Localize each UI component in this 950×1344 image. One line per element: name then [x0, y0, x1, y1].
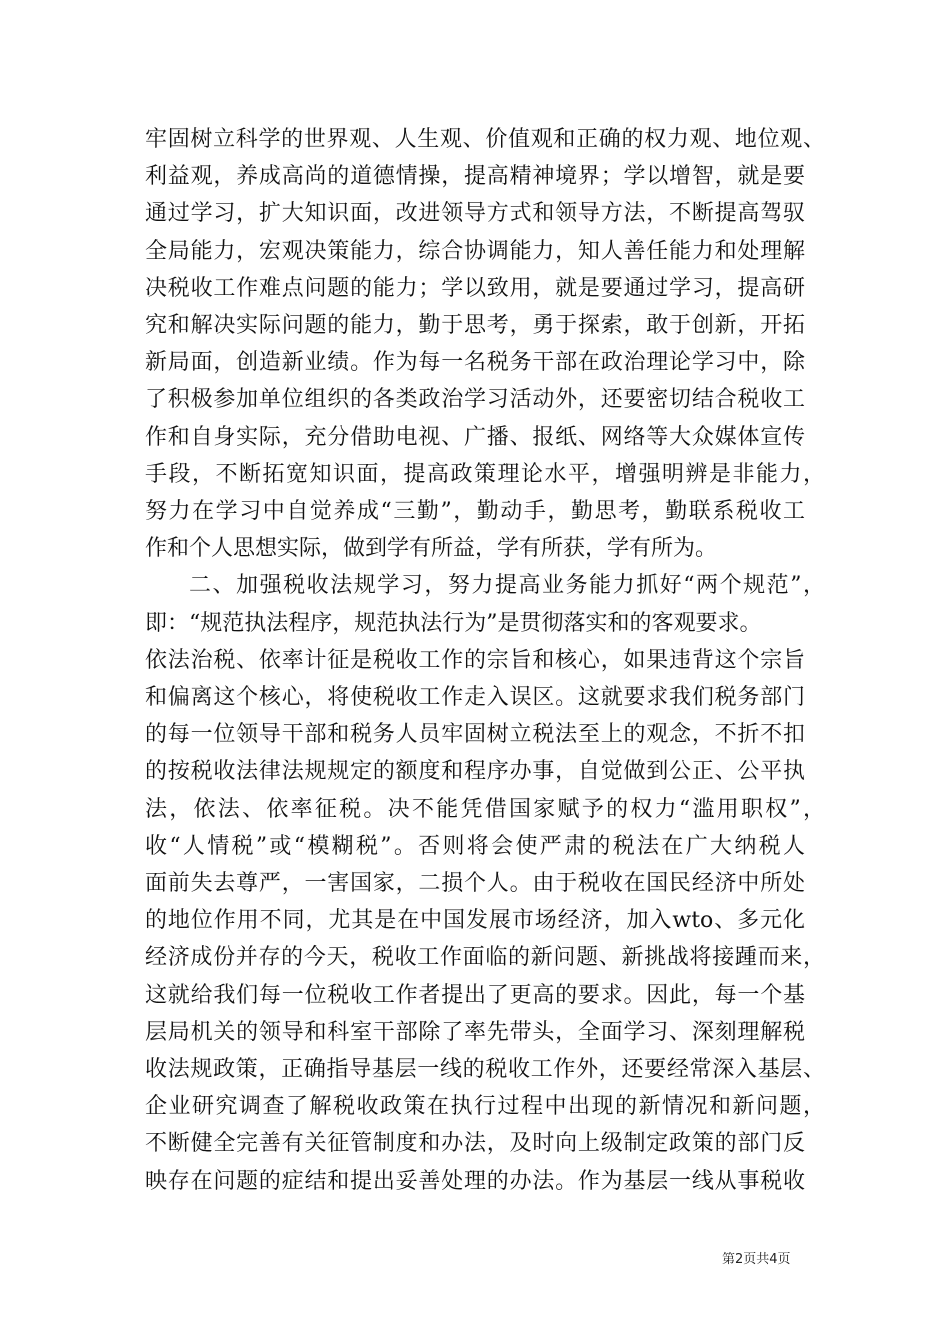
- text-line: 即：“规范执法程序，规范执法行为”是贯彻落实和的客观要求。: [145, 610, 762, 636]
- text-line: 决税收工作难点问题的能力；学以致用，就是要通过学习，提高研: [145, 275, 805, 301]
- text-line: 的按税收法律法规规定的额度和程序办事，自觉做到公正、公平执: [145, 759, 805, 785]
- section-heading-line: 二、加强税收法规学习，努力提高业务能力抓好“两个规范”，: [189, 573, 825, 599]
- text-line: 利益观，养成高尚的道德情操，提高精神境界；学以增智，就是要: [145, 164, 805, 190]
- text-line: 法，依法、依率征税。决不能凭借国家赋予的权力“滥用职权”，: [145, 796, 825, 822]
- text-line: 企业研究调查了解税收政策在执行过程中出现的新情况和新问题，: [145, 1094, 825, 1120]
- text-line: 经济成份并存的今天，税收工作面临的新问题、新挑战将接踵而来，: [145, 945, 825, 971]
- text-line: 牢固树立科学的世界观、人生观、价值观和正确的权力观、地位观、: [145, 127, 825, 152]
- text-line: 层局机关的领导和科室干部除了率先带头，全面学习、深刻理解税: [145, 1019, 805, 1045]
- text-line: 新局面，创造新业绩。作为每一名税务干部在政治理论学习中，除: [145, 350, 805, 376]
- text-line: 究和解决实际问题的能力，勤于思考，勇于探索，敢于创新，开拓: [145, 313, 805, 338]
- text-line: 作和自身实际，充分借助电视、广播、报纸、网络等大众媒体宣传: [145, 424, 805, 450]
- text-line: 的地位作用不同，尤其是在中国发展市场经济，加入wto、多元化: [145, 908, 805, 934]
- text-line: 努力在学习中自觉养成“三勤”，勤动手，勤思考，勤联系税收工: [145, 499, 805, 524]
- text-line: 作和个人思想实际，做到学有所益，学有所获，学有所为。: [145, 536, 718, 562]
- page-number: 第2页共4页: [722, 1252, 791, 1267]
- text-line: 不断健全完善有关征管制度和办法，及时向上级制定政策的部门反: [145, 1131, 805, 1157]
- text-line: 依法治税、依率计征是税收工作的宗旨和核心，如果违背这个宗旨: [145, 647, 805, 673]
- text-line: 手段，不断拓宽知识面，提高政策理论水平，增强明辨是非能力，: [145, 461, 825, 487]
- text-line: 这就给我们每一位税收工作者提出了更高的要求。因此，每一个基: [145, 982, 805, 1008]
- text-line: 了积极参加单位组织的各类政治学习活动外，还要密切结合税收工: [145, 387, 805, 413]
- text-line: 面前失去尊严，一害国家，二损个人。由于税收在国民经济中所处: [145, 871, 805, 896]
- text-line: 和偏离这个核心，将使税收工作走入误区。这就要求我们税务部门: [145, 685, 805, 710]
- text-line: 收法规政策，正确指导基层一线的税收工作外，还要经常深入基层、: [145, 1057, 825, 1082]
- text-line: 的每一位领导干部和税务人员牢固树立税法至上的观念，不折不扣: [145, 722, 805, 748]
- text-line: 收“人情税”或“模糊税”。否则将会使严肃的税法在广大纳税人: [145, 833, 805, 859]
- text-line: 映存在问题的症结和提出妥善处理的办法。作为基层一线从事税收: [145, 1168, 805, 1194]
- text-line: 通过学习，扩大知识面，改进领导方式和领导方法，不断提高驾驭: [145, 201, 805, 227]
- text-line: 全局能力，宏观决策能力，综合协调能力，知人善任能力和处理解: [145, 238, 805, 264]
